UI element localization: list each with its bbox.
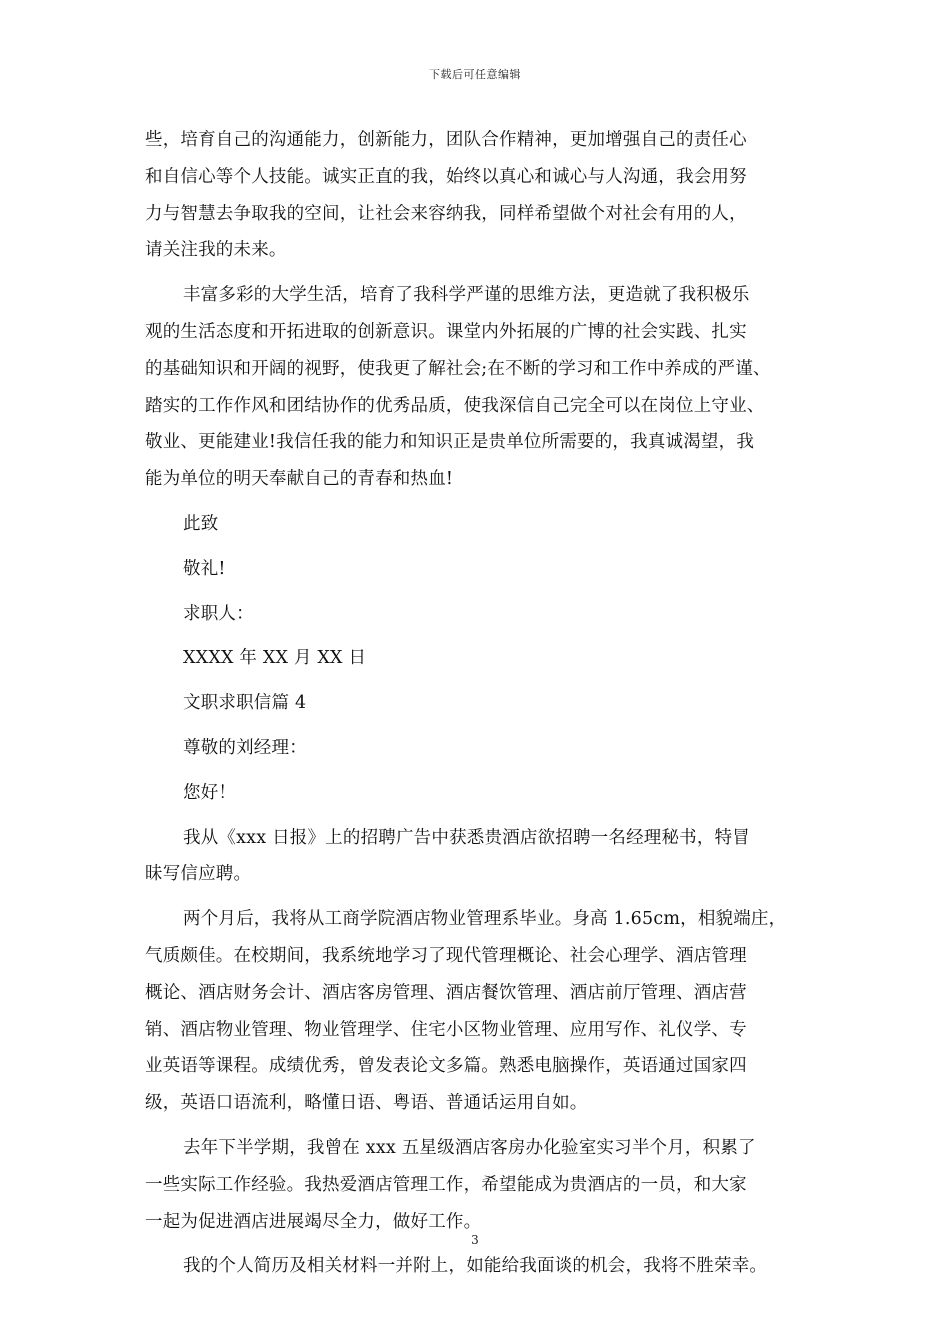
text-line: 踏实的工作作风和团结协作的优秀品质，使我深信自己完全可以在岗位上守业、 xyxy=(145,395,765,416)
section-title: 文职求职信篇 4 xyxy=(183,693,307,714)
paragraph-continuation xyxy=(145,122,813,269)
text-line: 销、酒店物业管理、物业管理学、住宅小区物业管理、应用写作、礼仪学、专 xyxy=(145,1019,747,1040)
text-line: 力与智慧去争取我的空间，让社会来容纳我，同样希望做个对社会有用的人， xyxy=(145,203,747,224)
text-line: 丰富多彩的大学生活，培育了我科学严谨的思维方法，更造就了我积极乐 xyxy=(183,285,750,306)
text-line: 敬业、更能建业!我信任我的能力和知识正是贵单位所需要的，我真诚渴望，我 xyxy=(145,432,755,453)
document-body xyxy=(145,122,813,1285)
text-line: 一起为促进酒店进展竭尽全力，做好工作。 xyxy=(145,1211,482,1232)
text-line: 的基础知识和开阔的视野，使我更了解社会;在不断的学习和工作中养成的严谨、 xyxy=(145,358,771,379)
recipient-greeting: 尊敬的刘经理： xyxy=(183,737,307,758)
paragraph-attachments xyxy=(145,1248,813,1285)
closing-salutation: 此致 xyxy=(183,513,219,534)
text-line: 我的个人简历及相关材料一并附上，如能给我面谈的机会，我将不胜荣幸。 xyxy=(183,1256,768,1277)
paragraph-internship xyxy=(145,1130,813,1240)
text-line: 和自信心等个人技能。诚实正直的我，始终以真心和诚心与人沟通，我会用努 xyxy=(145,166,747,187)
text-line: 级，英语口语流利，略懂日语、粤语、普通话运用自如。 xyxy=(145,1093,588,1114)
paragraph-application xyxy=(145,820,813,894)
text-line: 我从《xxx 日报》上的招聘广告中获悉贵酒店欲招聘一名经理秘书，特冒 xyxy=(183,827,750,848)
closing-regards: 敬礼! xyxy=(183,558,226,579)
text-line: 昧写信应聘。 xyxy=(145,864,252,885)
paragraph-college-life xyxy=(145,277,813,498)
text-line: 去年下半学期，我曾在 xxx 五星级酒店客房办化验室实习半个月，积累了 xyxy=(183,1137,756,1158)
applicant-label: 求职人： xyxy=(183,603,254,624)
text-line: 请关注我的未来。 xyxy=(145,240,287,261)
date-line: XXXX 年 XX 月 XX 日 xyxy=(183,648,367,669)
text-line: 些，培育自己的沟通能力，创新能力，团队合作精神，更加增强自己的责任心 xyxy=(145,130,747,150)
text-line: 观的生活态度和开拓进取的创新意识。课堂内外拓展的广博的社会实践、扎实 xyxy=(145,321,747,342)
text-line: 业英语等课程。成绩优秀，曾发表论文多篇。熟悉电脑操作，英语通过国家四 xyxy=(145,1056,747,1077)
text-line: 两个月后，我将从工商学院酒店物业管理系毕业。身高 1.65cm，相貌端庄， xyxy=(183,909,787,930)
page-number: 3 xyxy=(471,1233,479,1247)
hello-line: 您好！ xyxy=(183,782,237,803)
text-line: 概论、酒店财务会计、酒店客房管理、酒店餐饮管理、酒店前厅管理、酒店营 xyxy=(145,982,747,1003)
paragraph-education xyxy=(145,901,813,1122)
text-line: 气质颇佳。在校期间，我系统地学习了现代管理概论、社会心理学、酒店管理 xyxy=(145,945,747,966)
text-line: 能为单位的明天奉献自己的青春和热血! xyxy=(145,469,454,490)
text-line: 一些实际工作经验。我热爱酒店管理工作，希望能成为贵酒店的一员，和大家 xyxy=(145,1174,747,1195)
page-header: 下载后可任意编辑 xyxy=(429,68,521,81)
